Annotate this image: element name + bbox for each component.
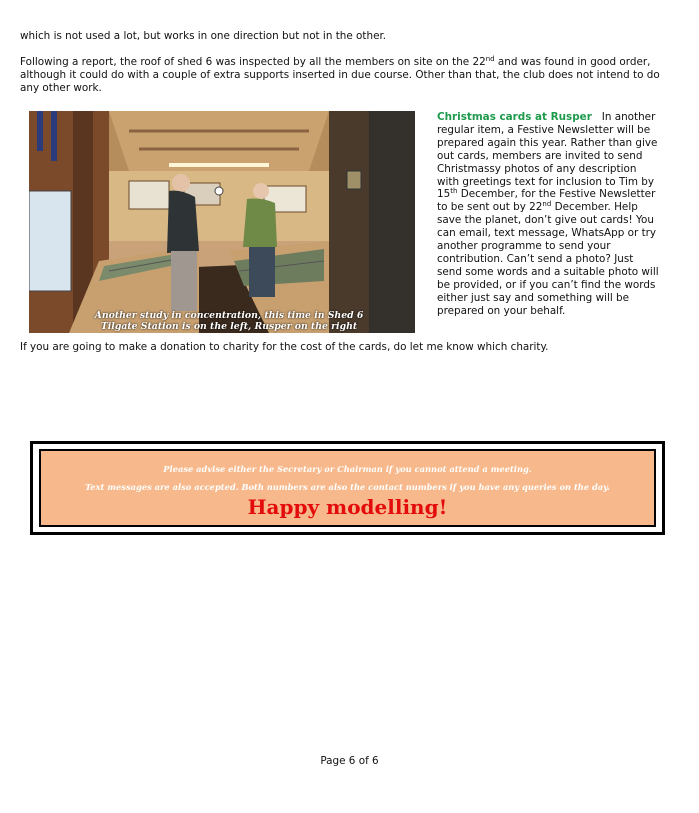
- christmas-cards-section: [437, 111, 659, 318]
- banner-line-1: Please advise either the Secretary or Chairman if you cannot attend a meeting.: [163, 464, 532, 474]
- christmas-text-part1: In another regular item, a Festive Newsletter will be prepared again this year. Rather than give out cards, members are invited to send Christmassy photos of any description with greetings text for inclusion to Tim by 15: [437, 111, 658, 201]
- roof-superscript: nd: [485, 55, 495, 63]
- page-number: Page 6 of 6: [320, 755, 379, 767]
- photo-caption-line1: Another study in concentration, this time in Shed 6: [94, 310, 364, 321]
- banner-line-2: Text messages are also accepted. Both numbers are also the contact numbers if you have any queries on the day.: [85, 482, 610, 492]
- paragraph-donation: If you are going to make a donation to charity for the cost of the cards, do let me know which charity.: [20, 341, 549, 353]
- photo-caption-line2: Tilgate Station is on the left, Rusper on the right: [100, 321, 358, 332]
- christmas-superscript-2: nd: [542, 200, 552, 209]
- paragraph-roof: [20, 56, 680, 95]
- happy-modelling-text: Happy modelling!: [247, 495, 448, 519]
- roof-text-part2: and was found in good order, although it could do with a couple of extra supports inserted in due course. Other than that, the club does not intend to do any other work.: [20, 56, 660, 94]
- paragraph-intro: which is not used a lot, but works in one direction but not in the other.: [20, 30, 387, 42]
- christmas-superscript-1: th: [450, 187, 458, 196]
- christmas-cards-heading: Christmas cards at Rusper: [437, 111, 592, 123]
- shed-photo: [29, 111, 415, 333]
- roof-text-part1: Following a report, the roof of shed 6 was inspected by all the members on site on the 22: [20, 56, 486, 68]
- shed-photo-image: [29, 111, 415, 333]
- christmas-text-part3: December. Help save the planet, don’t give out cards! You can email, text message, WhatsApp or try another programme to send your contribution. Can’t send a photo? Just send some words and a suitable photo will be provided, or if you can’t find the words either just say and something will be prepared on your behalf.: [437, 201, 659, 317]
- christmas-text-part2: December, for the Festive Newsletter to be sent out by 22: [437, 188, 656, 214]
- meeting-banner-inner: [39, 449, 656, 527]
- meeting-banner: [30, 441, 665, 535]
